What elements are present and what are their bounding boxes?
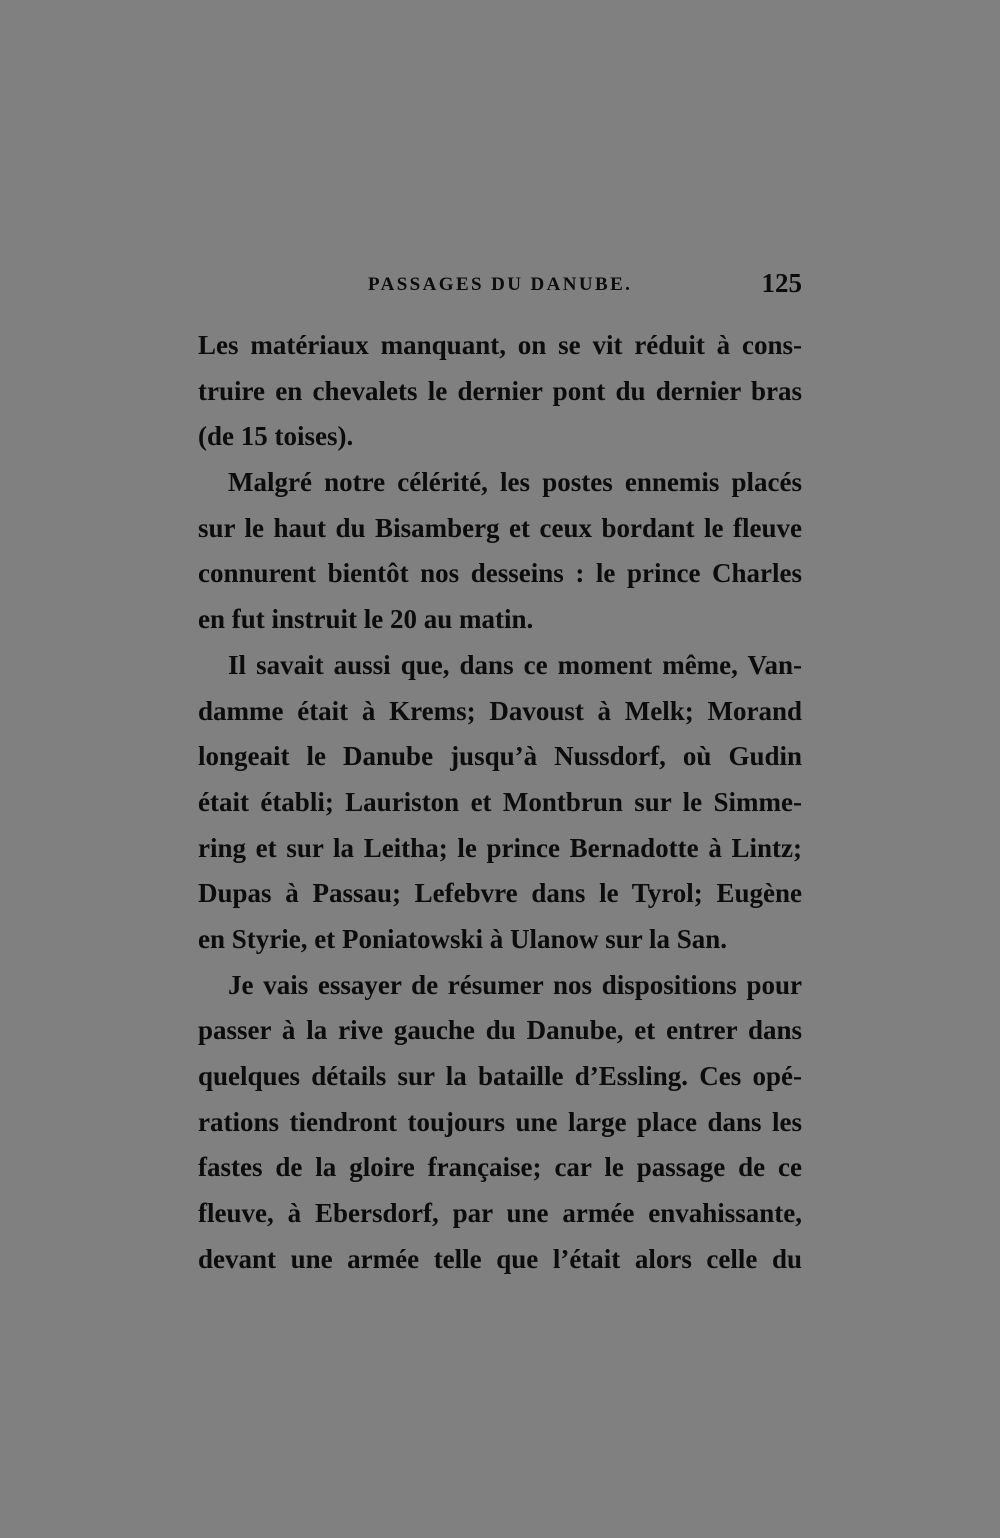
running-head <box>198 268 802 304</box>
text-line: devant une armée telle que l’était alors celle du <box>198 1243 802 1274</box>
text-line: Malgré notre célérité, les postes ennemis placés <box>228 467 802 498</box>
text-line: Il savait aussi que, dans ce moment même, Van- <box>228 649 802 680</box>
text-line: ring et sur la Leitha; le prince Bernadotte à Lintz; <box>198 832 802 863</box>
running-title: PASSAGES DU DANUBE. <box>368 274 633 295</box>
text-line: Les matériaux manquant, on se vit réduit à cons- <box>198 330 802 360</box>
body-text <box>198 323 802 1282</box>
text-line: quelques détails sur la bataille d’Essling. Ces opé- <box>198 1061 802 1091</box>
text-line: truire en chevalets le dernier pont du dernier bras <box>198 375 802 406</box>
text-line: était établi; Lauriston et Montbrun sur le Simme- <box>198 786 802 817</box>
text-line: damme était à Krems; Davoust à Melk; Morand <box>198 695 802 726</box>
text-line: fleuve, à Ebersdorf, par une armée envahissante, <box>198 1198 802 1229</box>
text-line: fastes de la gloire française; car le passage de ce <box>198 1152 802 1183</box>
text-line: sur le haut du Bisamberg et ceux bordant le fleuve <box>198 512 802 543</box>
text-line: passer à la rive gauche du Danube, et entrer dans <box>198 1015 802 1046</box>
text-line: rations tiendront toujours une large place dans les <box>198 1106 802 1137</box>
text-line: longeait le Danube jusqu’à Nussdorf, où Gudin <box>198 741 802 772</box>
text-line: connurent bientôt nos desseins : le prince Charles <box>198 558 802 589</box>
text-line: en fut instruit le 20 au matin. <box>198 604 534 635</box>
page-number: 125 <box>761 268 802 298</box>
text-line: (de 15 toises). <box>198 421 354 452</box>
text-line: Dupas à Passau; Lefebvre dans le Tyrol; Eugène <box>198 878 802 909</box>
text-line: en Styrie, et Poniatowski à Ulanow sur la San. <box>198 923 728 954</box>
text-line: Je vais essayer de résumer nos dispositions pour <box>228 969 802 1000</box>
